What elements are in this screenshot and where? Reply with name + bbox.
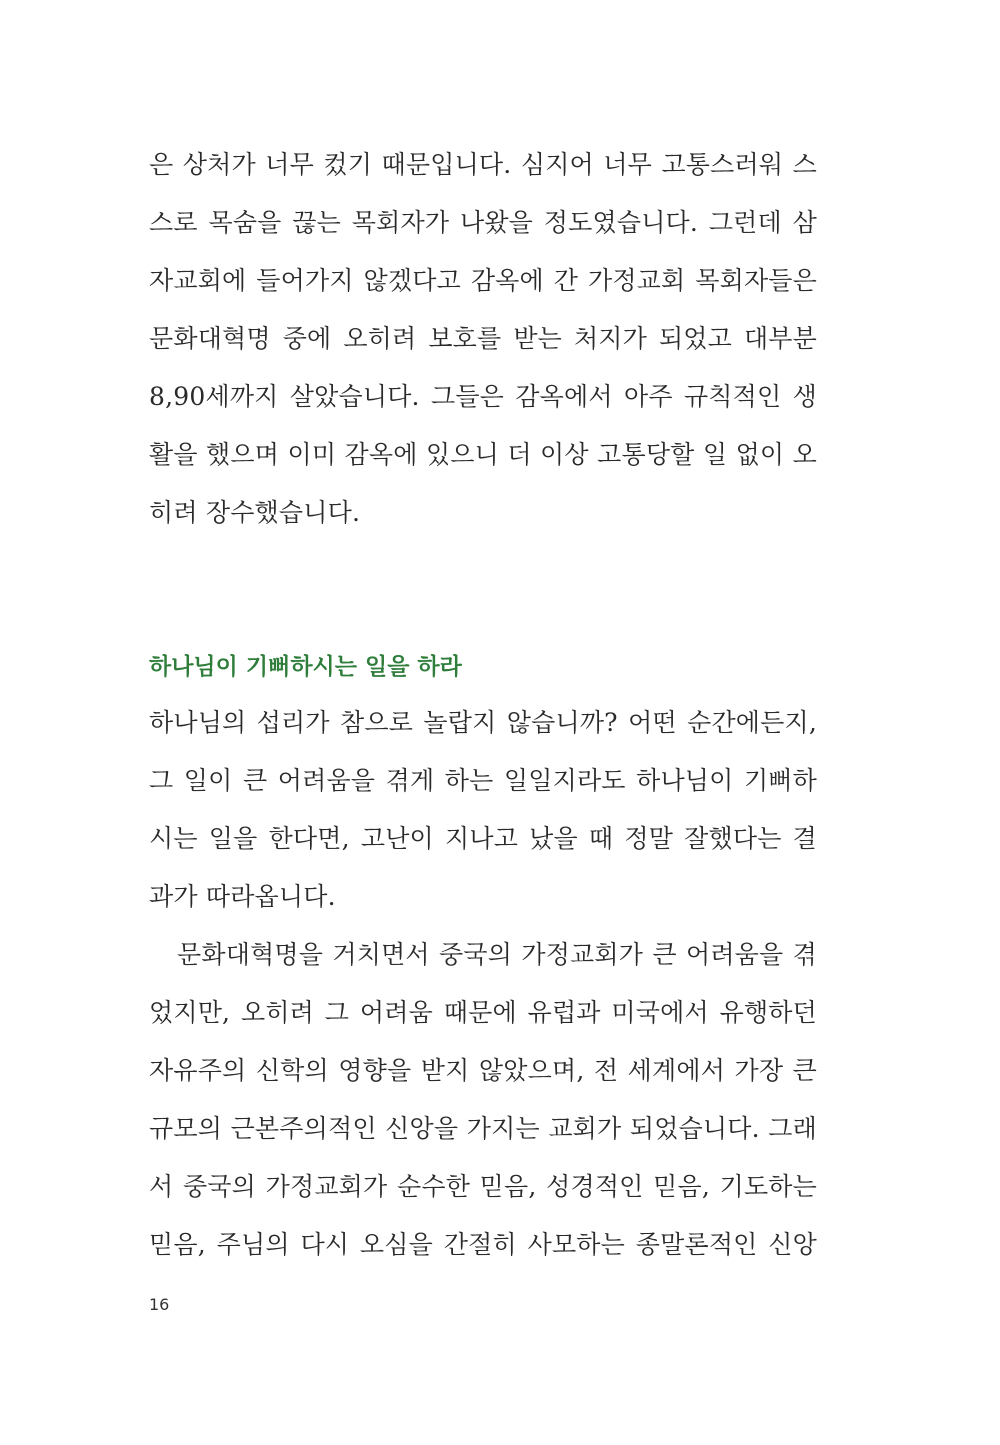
text-line: 규모의 근본주의적인 신앙을 가지는 교회가 되었습니다. 그래 <box>149 1114 817 1143</box>
text-line: 과가 따라옵니다. <box>149 882 336 911</box>
text-line: 활을 했으며 이미 감옥에 있으니 더 이상 고통당할 일 없이 오 <box>149 440 817 469</box>
paragraph-body <box>149 926 817 1274</box>
text-line: 시는 일을 한다면, 고난이 지나고 났을 때 정말 잘했다는 결 <box>149 824 817 853</box>
text-line: 문화대혁명을 거치면서 중국의 가정교회가 큰 어려움을 겪 <box>177 940 817 969</box>
text-line: 자교회에 들어가지 않겠다고 감옥에 간 가정교회 목회자들은 <box>149 266 817 295</box>
text-line: 8,90세까지 살았습니다. 그들은 감옥에서 아주 규칙적인 생 <box>149 382 817 411</box>
text-line: 그 일이 큰 어려움을 겪게 하는 일일지라도 하나님이 기뻐하 <box>149 766 817 795</box>
text-line: 히려 장수했습니다. <box>149 498 361 527</box>
text-line: 하나님의 섭리가 참으로 놀랍지 않습니까? 어떤 순간에든지, <box>149 708 817 737</box>
text-line: 은 상처가 너무 컸기 때문입니다. 심지어 너무 고통스러워 스 <box>149 150 817 179</box>
text-line: 믿음, 주님의 다시 오심을 간절히 사모하는 종말론적인 신앙 <box>149 1230 817 1259</box>
text-line: 었지만, 오히려 그 어려움 때문에 유럽과 미국에서 유행하던 <box>149 998 817 1027</box>
paragraph-continuation <box>149 136 817 542</box>
text-line: 스로 목숨을 끊는 목회자가 나왔을 정도였습니다. 그런데 삼 <box>149 208 817 237</box>
text-line: 자유주의 신학의 영향을 받지 않았으며, 전 세계에서 가장 큰 <box>149 1056 817 1085</box>
section-heading: 하나님이 기뻐하시는 일을 하라 <box>149 654 462 680</box>
paragraph-intro <box>149 694 817 926</box>
text-line: 서 중국의 가정교회가 순수한 믿음, 성경적인 믿음, 기도하는 <box>149 1172 817 1201</box>
text-line: 문화대혁명 중에 오히려 보호를 받는 처지가 되었고 대부분 <box>149 324 817 353</box>
page-number: 16 <box>149 1295 170 1314</box>
